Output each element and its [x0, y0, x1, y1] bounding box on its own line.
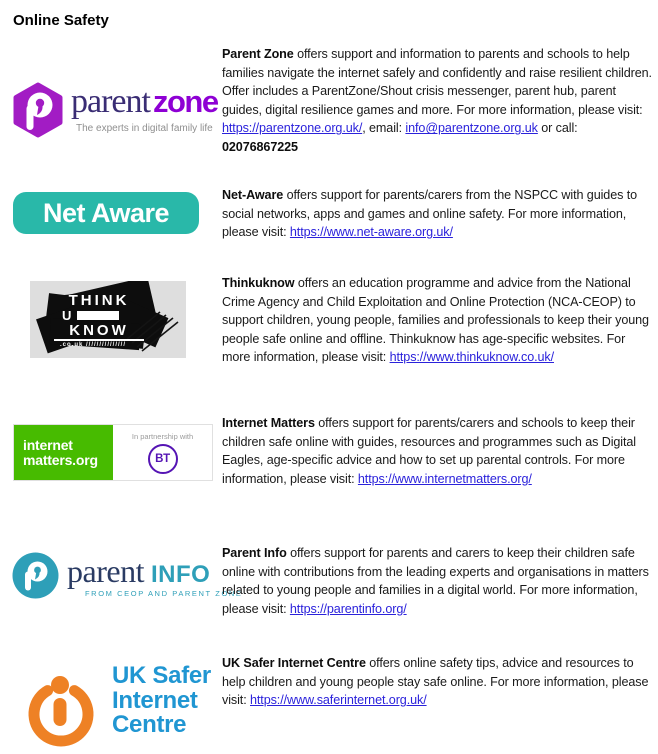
section-lead: Parent Zone [222, 47, 294, 61]
section-lead: Thinkuknow [222, 276, 295, 290]
internet-matters-wordmark [14, 425, 113, 480]
section-mid: , email: [362, 121, 406, 136]
thinkuknow-hatch: /////////////// [86, 342, 127, 348]
section-body: offers support for parents/carers from the NSPCC with guides to social networks, apps and games and online safety. For more information, please visit: [222, 188, 638, 240]
section-body: offers support for parents and carers to keep their children safe online with contributions from the leading experts and organisations in matters related to young people and families in a digital world. For more information, please visit: [222, 546, 649, 616]
section-lead: UK Safer Internet Centre [222, 656, 366, 670]
uksic-wordmark [112, 664, 211, 754]
saferinternet-url-link[interactable]: https://www.saferinternet.org.uk/ [250, 693, 427, 708]
thinkuknow-line-u: U [62, 308, 74, 323]
thinkuknow-url-link[interactable]: https://www.thinkuknow.co.uk/ [389, 350, 554, 365]
thinkuknow-line-know: KNOW [54, 323, 144, 341]
uksic-line-centre: Centre [112, 711, 187, 738]
section-body: offers support for parents/carers and schools to keep their children safe online with guides, resources and programmes such as Digital Eagles, age-specific advice and how to set up parental controls. For more information, please visit: [222, 416, 637, 486]
parent-info-word-info: INFO [150, 561, 211, 588]
parent-info-tagline: FROM CEOP AND PARENT ZONE [85, 589, 243, 598]
net-aware-description [222, 186, 653, 242]
thinkuknow-logo [30, 281, 186, 358]
page-title: Online Safety [13, 12, 109, 29]
section-mid2: or call: [537, 121, 578, 136]
net-aware-logo [13, 192, 199, 234]
section-body: offers online safety tips, advice and resources to help children and young people stay safe online. For more information, please visit: [222, 656, 649, 708]
section-body: offers an education programme and advice from the National Crime Agency and Child Exploitation and Online Protection (NCA-CEOP) to support children, young people, families and professionals to keep their young people safe online and offline. Thinkuknow has age-specific websites. For more information, please visit: [222, 276, 649, 365]
section-lead: Net-Aware [222, 188, 284, 202]
netaware-url-link[interactable]: https://www.net-aware.org.uk/ [289, 225, 453, 240]
im-line-internet: internet [23, 436, 73, 453]
parent-zone-wordmark [71, 82, 218, 134]
internet-matters-description [222, 414, 653, 488]
parent-zone-description [222, 45, 653, 157]
parent-zone-logo [12, 82, 218, 138]
thinkuknow-wordmark [54, 293, 144, 348]
parent-info-logo [12, 552, 243, 599]
parent-info-circle-icon [12, 552, 59, 599]
parentzone-url-link[interactable]: https://parentzone.org.uk/ [222, 121, 363, 136]
parent-zone-tagline: The experts in digital family life [76, 123, 213, 134]
parent-info-description [222, 544, 653, 618]
thinkuknow-couk: .co.uk [60, 342, 84, 348]
section-lead: Parent Info [222, 546, 287, 560]
uksic-description [222, 654, 653, 710]
uksic-line-uk-safer: UK Safer [112, 662, 211, 689]
bt-partner-label: In partnership with [131, 431, 194, 441]
internet-matters-logo [13, 424, 213, 481]
parentzone-phone: 02076867225 [222, 139, 298, 154]
thinkuknow-bar [77, 311, 119, 320]
parent-info-wordmark [67, 552, 243, 598]
section-body: offers support and information to parents and schools to help families navigate the internet safely and confidently and raise resilient children. Offer includes a ParentZone/Shout crisis messenger, parent hub, parent guides, digital resilience games and more. For more information, please visit: [222, 47, 652, 117]
bt-partnership-panel [113, 425, 212, 480]
parentzone-email-link[interactable]: info@parentzone.org.uk [405, 121, 538, 136]
thinkuknow-line-think: THINK [68, 292, 130, 309]
section-lead: Internet Matters [222, 416, 315, 430]
parent-zone-word-parent: parent [71, 83, 150, 120]
parent-zone-word-zone: zone [152, 84, 218, 119]
im-line-mattersorg: matters.org [23, 451, 98, 468]
parent-info-word-parent: parent [67, 553, 144, 589]
thinkuknow-description [222, 274, 653, 367]
bt-roundel-icon: BT [148, 444, 178, 474]
parent-zone-badge-icon [12, 82, 64, 138]
uk-safer-internet-centre-logo [20, 658, 211, 754]
parentinfo-url-link[interactable]: https://parentinfo.org/ [289, 601, 407, 616]
uksic-line-internet: Internet [112, 686, 198, 714]
power-symbol-icon [20, 658, 100, 754]
internetmatters-url-link[interactable]: https://www.internetmatters.org/ [357, 471, 532, 486]
net-aware-label: Net Aware [42, 197, 170, 228]
